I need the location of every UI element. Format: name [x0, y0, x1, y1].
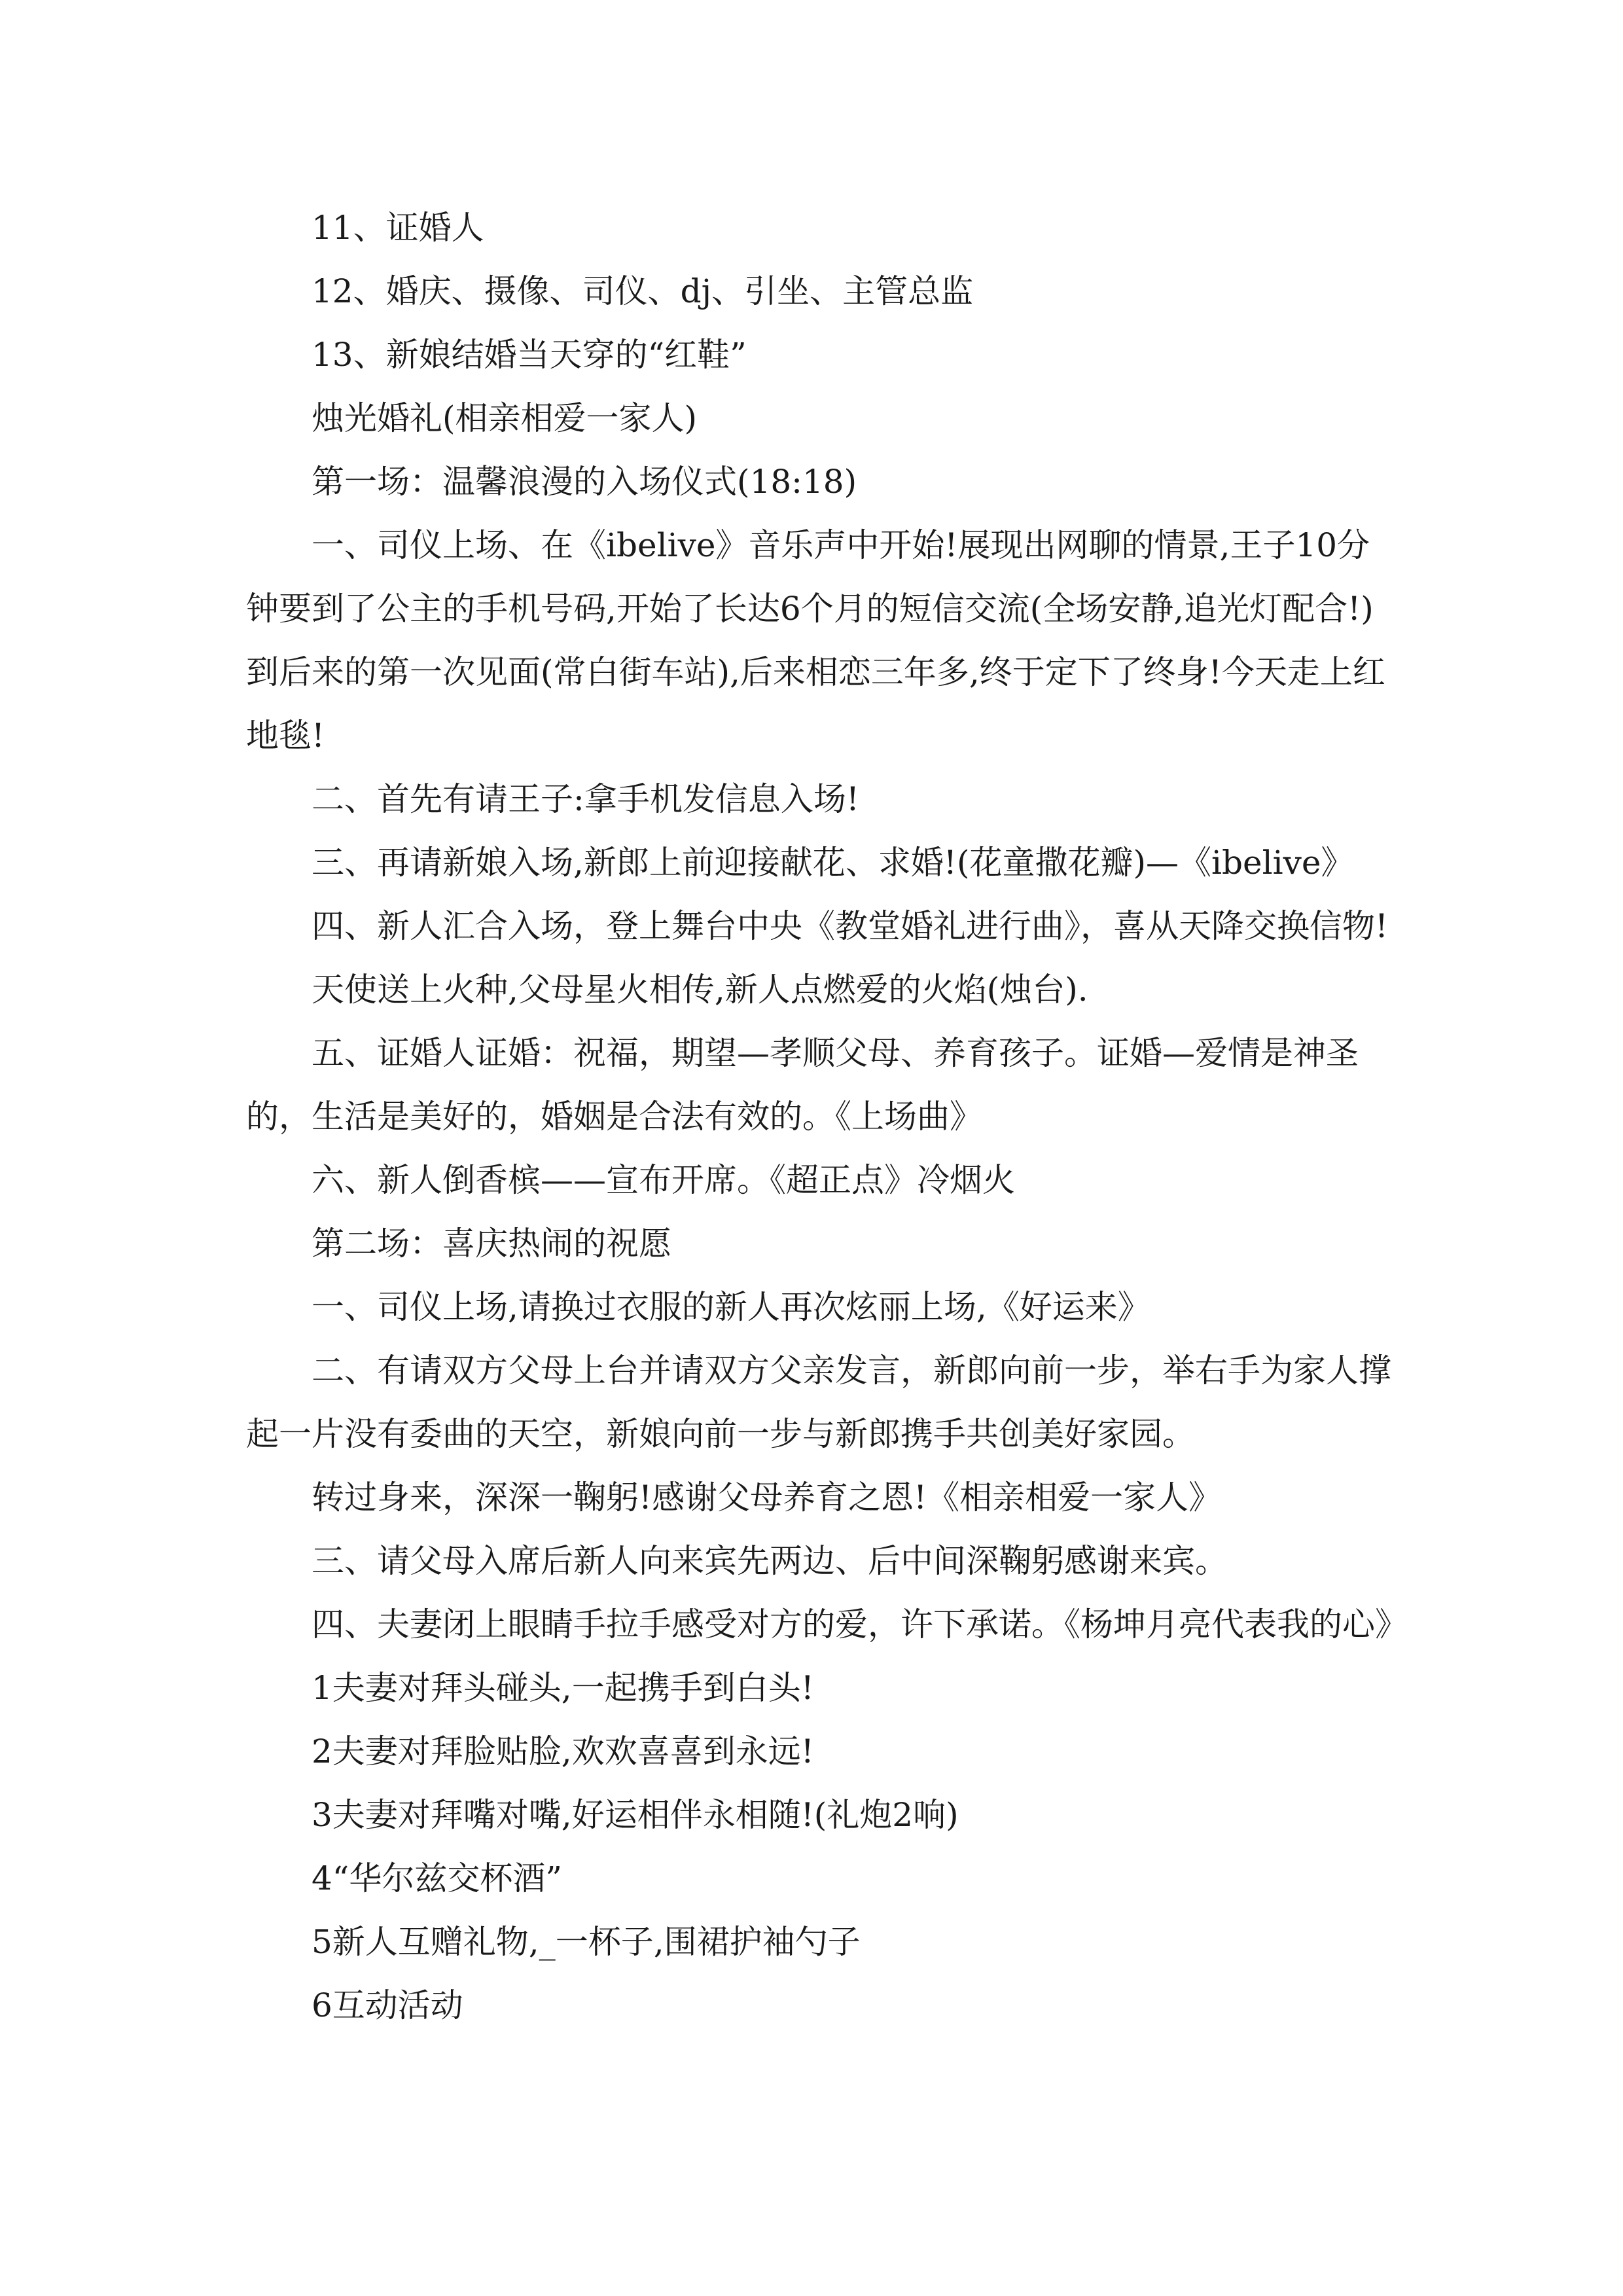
scene-two-step-2-cont: 转过身来，深深一鞠躬!感谢父母养育之恩!《相亲相爱一家人》	[312, 1479, 1222, 1516]
scene-one-step-2: 二、首先有请王子:拿手机发信息入场!	[312, 780, 859, 818]
numbered-item-3: 3夫妻对拜嘴对嘴,好运相伴永相随!(礼炮2响)	[312, 1796, 959, 1834]
numbered-item-4: 4“华尔兹交杯酒”	[312, 1859, 562, 1897]
numbered-item-6: 6互动活动	[312, 1986, 463, 2024]
scene-two-step-2: 二、有请双方父母上台并请双方父亲发言，新郎向前一步，举右手为家人撑起一片没有委曲的天空，新娘向前一步与新郎携手共创美好家园。	[246, 1352, 1391, 1453]
scene-one-step-1: 一、司仪上场、在《ibelive》音乐声中开始!展现出网聊的情景,王子10分钟要到了公主的手机号码,开始了长达6个月的短信交流(全场安静,追光灯配合!)到后来的第一次见面(常白街车站),后来相恋三年多,终于定下了终身!今天走上红地毯!	[246, 526, 1385, 755]
scene-one-step-3: 三、再请新娘入场,新郎上前迎接献花、求婚!(花童撒花瓣)—《ibelive》	[312, 844, 1354, 882]
section-title-candlelight-wedding: 烛光婚礼(相亲相爱一家人)	[312, 399, 698, 437]
scene-two-step-1: 一、司仪上场,请换过衣服的新人再次炫丽上场,《好运来》	[312, 1288, 1150, 1326]
numbered-item-1: 1夫妻对拜头碰头,一起携手到白头!	[312, 1669, 814, 1707]
scene-two-step-3: 三、请父母入席后新人向来宾先两边、后中间深鞠躬感谢来宾。	[312, 1542, 1228, 1580]
document-body	[246, 196, 1408, 2037]
scene-two-heading: 第二场：喜庆热闹的祝愿	[312, 1225, 671, 1263]
scene-one-step-4: 四、新人汇合入场，登上舞台中央《教堂婚礼进行曲》，喜从天降交换信物!	[312, 907, 1389, 945]
numbered-item-5: 5新人互赠礼物,_一杯子,围裙护袖勺子	[312, 1923, 861, 1961]
scene-one-step-6: 六、新人倒香槟——宣布开席。《超正点》冷烟火	[312, 1161, 1015, 1199]
list-item-witness: 11、证婚人	[312, 209, 484, 247]
scene-one-step-5: 五、证婚人证婚：祝福，期望—孝顺父母、养育孩子。证婚—爱情是神圣的，生活是美好的，婚姻是合法有效的。《上场曲》	[246, 1034, 1359, 1136]
list-item-red-shoes: 13、新娘结婚当天穿的“红鞋”	[312, 336, 747, 374]
scene-two-step-4: 四、夫妻闭上眼睛手拉手感受对方的爱，许下承诺。《杨坤月亮代表我的心》	[312, 1605, 1408, 1643]
scene-one-step-4-cont: 天使送上火种,父母星火相传,新人点燃爱的火焰(烛台).	[312, 971, 1088, 1009]
numbered-item-2: 2夫妻对拜脸贴脸,欢欢喜喜到永远!	[312, 1732, 814, 1770]
list-item-staff: 12、婚庆、摄像、司仪、dj、引坐、主管总监	[312, 272, 974, 310]
scene-one-heading: 第一场：温馨浪漫的入场仪式(18:18)	[312, 463, 857, 501]
